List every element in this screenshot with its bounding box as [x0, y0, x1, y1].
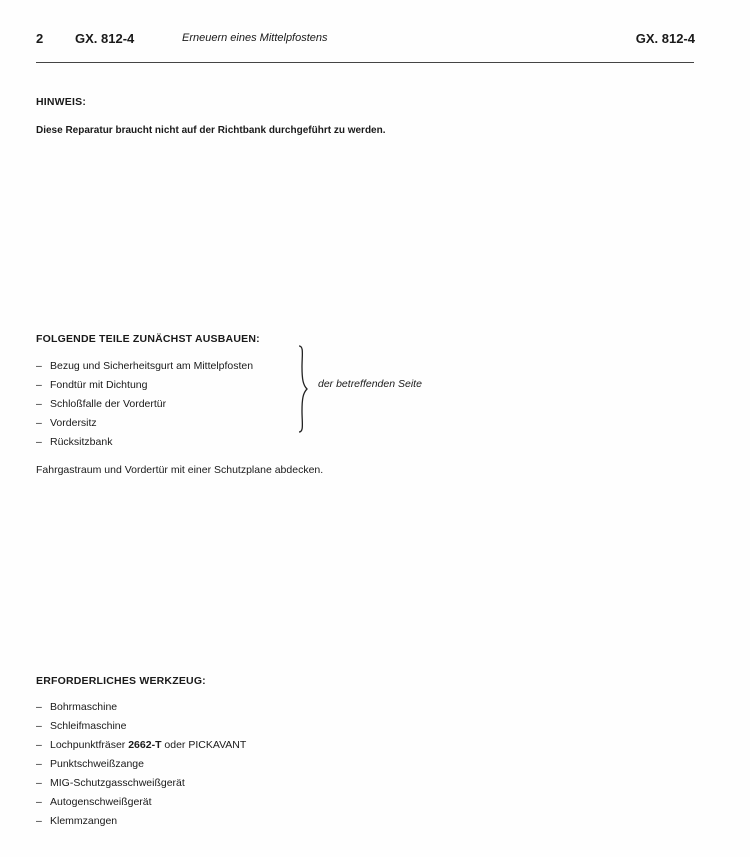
list-item — [36, 433, 253, 452]
list-item — [36, 414, 253, 433]
dash-mark: – — [36, 701, 42, 713]
doc-code-left: GX. 812-4 — [75, 31, 135, 46]
dash-mark: – — [36, 796, 42, 808]
doc-code-right: GX. 812-4 — [635, 31, 695, 46]
header-rule — [36, 62, 694, 63]
dash-mark: – — [36, 398, 42, 410]
list-item — [36, 698, 246, 717]
list-item-text: oder PICKAVANT — [161, 739, 247, 751]
remove-parts-list — [36, 357, 253, 452]
note-text: Diese Reparatur braucht nicht auf der Richtbank durchgeführt zu werden. — [36, 125, 386, 136]
dash-mark: – — [36, 815, 42, 827]
dash-mark: – — [36, 777, 42, 789]
note-heading: HINWEIS: — [36, 96, 87, 108]
list-item — [36, 717, 246, 736]
list-item-text: Bohrmaschine — [50, 701, 118, 713]
list-item-text: Schleifmaschine — [50, 720, 127, 732]
dash-mark: – — [36, 417, 42, 429]
list-item-text: Klemmzangen — [50, 815, 118, 827]
dash-mark: – — [36, 436, 42, 448]
list-item — [36, 774, 246, 793]
dash-mark: – — [36, 379, 42, 391]
list-item — [36, 736, 246, 755]
list-item-text: Schloßfalle der Vordertür — [50, 398, 167, 410]
page-number: 2 — [36, 31, 44, 46]
list-item-text: Bezug und Sicherheitsgurt am Mittelpfosten — [50, 360, 254, 372]
remove-parts-heading: FOLGENDE TEILE ZUNÄCHST AUSBAUEN: — [36, 333, 260, 345]
list-item-text: Autogenschweißgerät — [50, 796, 152, 808]
dash-mark: – — [36, 758, 42, 770]
list-item — [36, 376, 253, 395]
tools-list — [36, 698, 246, 831]
list-item-text: Fondtür mit Dichtung — [50, 379, 148, 391]
dash-mark: – — [36, 360, 42, 372]
list-item-text: Vordersitz — [50, 417, 97, 429]
list-item — [36, 357, 253, 376]
list-item — [36, 395, 253, 414]
dash-mark: – — [36, 739, 42, 751]
list-item — [36, 812, 246, 831]
list-item-text: Rücksitzbank — [50, 436, 113, 448]
tools-heading: ERFORDERLICHES WERKZEUG: — [36, 675, 206, 687]
aside-note: der betreffenden Seite — [318, 378, 422, 390]
list-item-text: MIG-Schutzgasschweißgerät — [50, 777, 185, 789]
list-item-text: Lochpunktfräser — [50, 739, 129, 751]
curly-brace — [296, 345, 310, 433]
list-item-text: Punktschweißzange — [50, 758, 144, 770]
tool-code: 2662-T — [128, 739, 162, 751]
cover-instruction: Fahrgastraum und Vordertür mit einer Schutzplane abdecken. — [36, 464, 324, 476]
dash-mark: – — [36, 720, 42, 732]
page-title: Erneuern eines Mittelpfostens — [182, 32, 328, 44]
list-item — [36, 755, 246, 774]
list-item — [36, 793, 246, 812]
